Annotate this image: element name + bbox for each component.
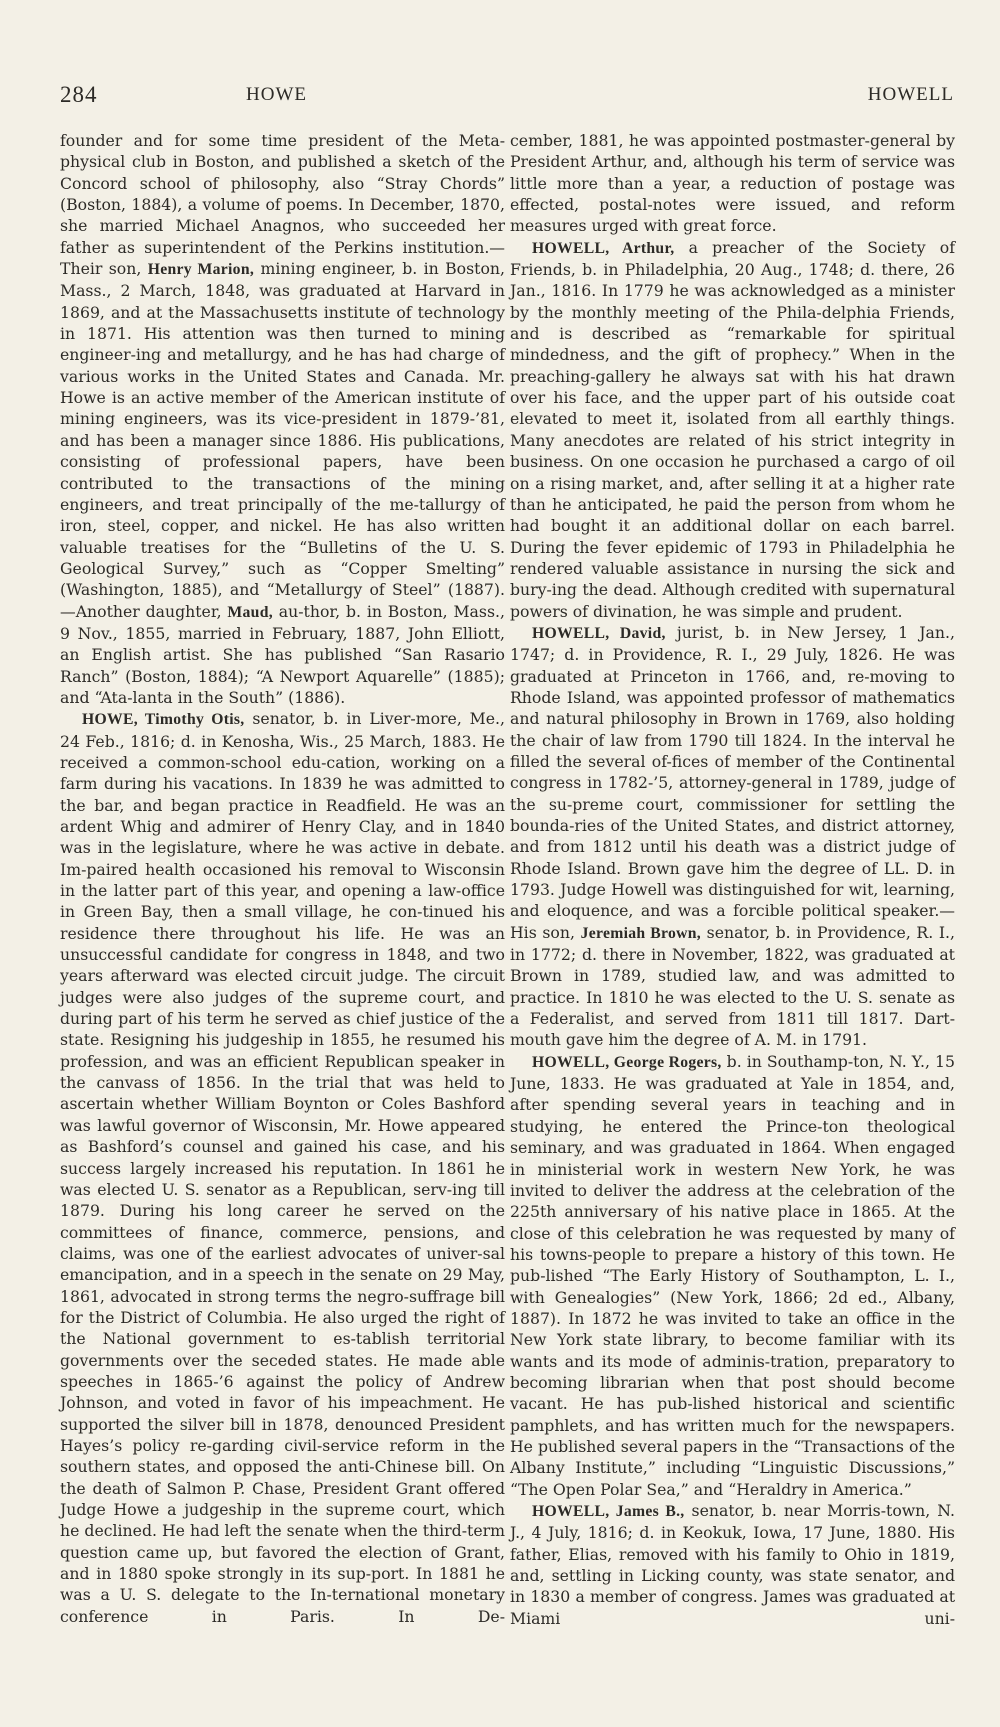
entry-headword: HOWELL, David, (532, 624, 666, 642)
biography-entry (510, 237, 955, 622)
entry-headword: HOWE, Timothy Otis, (82, 711, 245, 729)
biography-entry (60, 708, 505, 1627)
continued-paragraph (60, 130, 505, 708)
entry-text: cember, 1881, he was appointed postmaster-general by President Arthur, and, although his term of service was little more than a year, a reduction of postage was effected, postal-notes were issued, and reform measures urged with great force. (510, 131, 955, 236)
continued-paragraph (510, 130, 955, 237)
entry-headword: HOWELL, George Rogers, (532, 1053, 722, 1071)
left-text-column (60, 130, 505, 1627)
entry-text: mining engineer, b. in Boston, Mass., 2 March, 1848, was graduated at Harvard in 1869, and at the Massachusetts institute of technology in 1871. His attention was then turned to mining engineer-ing and metallurgy, and he has had charge of various works in the United States and Canada. Mr. Howe is an active member of the American institute of mining engineers, was its vice-president in 1879-’81, and has been a manager since 1886. His publications, consisting of professional papers, have been contributed to the transactions of the mining engineers, and treat principally of the me-tallurgy of iron, steel, copper, and nickel. He has also written valuable treatises for the “Bulletins of the U. S. Geological Survey,” such as “Copper Smelting” (Washington, 1885), and “Metallurgy of Steel” (1887).—Another daughter, (60, 259, 505, 621)
entry-headword: HOWELL, Arthur, (532, 239, 675, 257)
entry-text: b. in Southamp-ton, N. Y., 15 June, 1833. He was graduated at Yale in 1854, and, after spending several years in teaching and in studying, he entered the Prince-ton theological seminary, and was graduated in 1864. When engaged in ministerial work in western New York, he was invited to deliver the address at the celebration of the 225th anniversary of his native place in 1865. At the close of this celebration he was requested by many of his towns-people to prepare a history of this town. He pub-lished “The Early History of Southampton, L. I., with Genealogies” (New York, 1866; 2d ed., Albany, 1887). In 1872 he was invited to take an office in the New York state library, to become familiar with its wants and its mode of adminis-tration, preparatory to becoming librarian when that post should become vacant. He has pub-lished historical and scientific pamphlets, and has written much for the newspapers. He published several papers in the “Transactions of the Albany Institute,” including “Linguistic Discussions,” “The Open Polar Sea,” and “Heraldry in America.” (510, 1051, 955, 1499)
biography-entry (510, 622, 955, 1051)
biography-entry (510, 1051, 955, 1500)
right-text-column (510, 130, 955, 1629)
entry-headword: HOWELL, James B., (532, 1503, 685, 1520)
entry-text: senator, b. near Morris-town, N. J., 4 July, 1816; d. in Keokuk, Iowa, 17 June, 1880. His father, Elias, removed with his family to Ohio in 1819, and, settling in Licking county, was state senator, and in 1830 a member of congress. James was graduated at Miami uni- (510, 1501, 955, 1628)
left-running-heading: HOWE (246, 84, 307, 105)
entry-headword: Jeremiah Brown, (580, 924, 702, 942)
running-head (60, 82, 960, 118)
biography-entry (510, 1500, 955, 1629)
entry-headword: Henry Marion, (147, 261, 255, 279)
entry-text: au-thor, b. in Boston, Mass., 9 Nov., 1855, married in February, 1887, John Elliott, an English artist. She has published “San Rasario Ranch” (Boston, 1884); “A Newport Aquarelle” (1885); and “Ata-lanta in the South” (1886). (60, 601, 505, 707)
page-number: 284 (60, 82, 98, 107)
entry-text: jurist, b. in New Jersey, 1 Jan., 1747; d. in Providence, R. I., 29 July, 1826. He was graduated at Princeton in 1766, and, re-moving to Rhode Island, was appointed professor of mathematics and natural philosophy in Brown in 1769, also holding the chair of law from 1790 till 1824. In the interval he filled the several of-fices of member of the Continental congress in 1782-’5, attorney-general in 1789, judge of the su-preme court, commissioner for settling the bounda-ries of the United States, and district attorney, and from 1812 until his death was a district judge of Rhode Island. Brown gave him the degree of LL. D. in 1793. Judge Howell was distinguished for wit, learning, and eloquence, and was a forcible political speaker.—His son, (510, 622, 955, 942)
entry-text: senator, b. in Liver-more, Me., 24 Feb., 1816; d. in Kenosha, Wis., 25 March, 1883. He received a common-school edu-cation, working on a farm during his vacations. In 1839 he was admitted to the bar, and began practice in Readfield. He was an ardent Whig and admirer of Henry Clay, and in 1840 was in the legislature, where he was active in debate. Im-paired health occasioned his removal to Wisconsin in the latter part of this year, and opening a law-office in Green Bay, then a small village, he con-tinued his residence there throughout his life. He was an unsuccessful candidate for congress in 1848, and two years afterward was elected circuit judge. The circuit judges were also judges of the supreme court, and during part of his term he served as chief justice of the state. Resigning his judgeship in 1855, he resumed his profession, and was an efficient Republican speaker in the canvass of 1856. In the trial that was held to ascertain whether William Boynton or Coles Bashford was lawful governor of Wisconsin, Mr. Howe appeared as Bashford’s counsel and gained his case, and his success largely increased his reputation. In 1861 he was elected U. S. senator as a Republican, serv-ing till 1879. During his long career he served on the committees of finance, commerce, pensions, and claims, was one of the earliest advocates of univer-sal emancipation, and in a speech in the senate on 29 May, 1861, advocated in strong terms the negro-suffrage bill for the District of Columbia. He also urged the right of the National government to es-tablish territorial governments over the seceded states. He made able speeches in 1865-’6 against the policy of Andrew Johnson, and voted in favor of his impeachment. He supported the silver bill in 1878, denounced President Hayes’s policy re-garding civil-service reform in the southern states, and opposed the anti-Chinese bill. On the death of Salmon P. Chase, President Grant offered Judge Howe a judgeship in the supreme court, which he declined. He had left the senate when the third-term question came up, but favored the election of Grant, and in 1880 spoke strongly in its sup-port. In 1881 he was a U. S. delegate to the In-ternational monetary conference in Paris. In De- (60, 709, 505, 1626)
right-running-heading: HOWELL (867, 84, 954, 105)
entry-text: founder and for some time president of the Meta-physical club in Boston, and published a sketch of the Concord school of philosophy, also “Stray Chords” (Boston, 1884), a volume of poems. In December, 1870, she married Michael Anagnos, who succeeded her father as superintendent of the Perkins institution.—Their son, (60, 131, 505, 279)
entry-text: a preacher of the Society of Friends, b. in Philadelphia, 20 Aug., 1748; d. there, 26 Jan., 1816. In 1779 he was acknowledged as a minister by the monthly meeting of the Phila-delphia Friends, and is described as “remarkable for spiritual mindedness, and the gift of prophecy.” When in the preaching-gallery he always sat with his hat drawn over his face, and the upper part of his outside coat elevated to meet it, isolated from all earthly things. Many anecdotes are related of his strict integrity in business. On one occasion he purchased a cargo of oil on a rising market, and, after selling it at a higher rate than he anticipated, he paid the person from whom he had bought it an additional dollar on each barrel. During the fever epidemic of 1793 in Philadelphia he rendered valuable assistance in nursing the sick and bury-ing the dead. Although credited with supernatural powers of divination, he was simple and prudent. (510, 237, 955, 621)
entry-text: senator, b. in Providence, R. I., in 1772; d. there in November, 1822, was graduated at Brown in 1789, studied law, and was admitted to practice. In 1810 he was elected to the U. S. senate as a Federalist, and served from 1811 till 1817. Dart-mouth gave him the degree of A. M. in 1791. (510, 922, 956, 1050)
entry-headword: Maud, (227, 603, 273, 621)
